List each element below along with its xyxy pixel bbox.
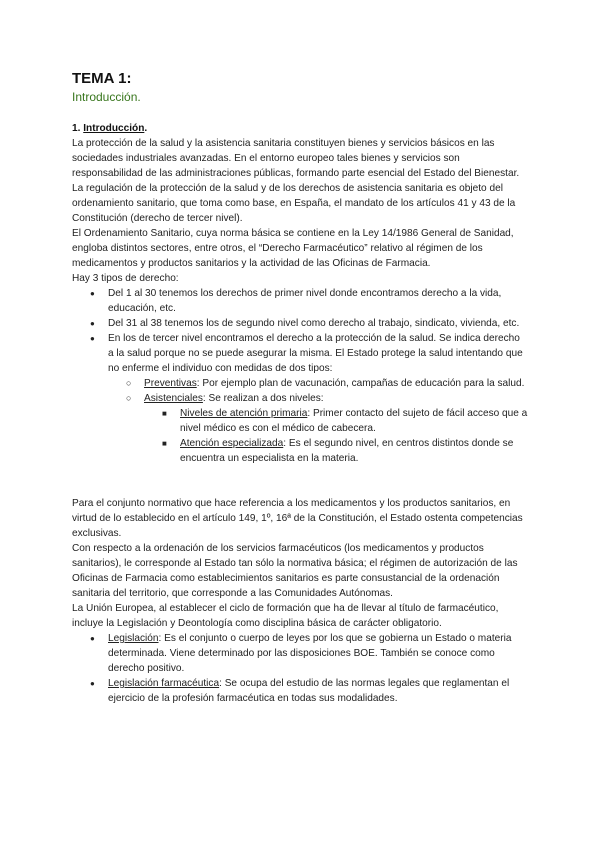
document-subtitle: Introducción. [72, 90, 141, 104]
paragraph: Para el conjunto normativo que hace referencia a los medicamentos y los productos sanitarios, en virtud de lo establecido en el artículo 149, 1º, 16ª de la Constitución, el Estado ostenta competencias exclusivas. [72, 498, 523, 539]
list-item [72, 631, 528, 676]
document-title: TEMA 1: [72, 70, 132, 87]
paragraph: La Unión Europea, al establecer el ciclo de formación que ha de llevar al título de farmacéutico, incluye la Legislación y Deontología como disciplina básica de carácter obligatorio. [72, 603, 499, 629]
list-item [108, 391, 528, 466]
term-legislacion-text: : Es el conjunto o cuerpo de leyes por los que se gobierna un Estado o materia determinada. Viene determinado por las disposiciones BOE. También se conoce como derecho positivo. [108, 633, 512, 674]
measures-list [108, 376, 528, 466]
term-atencion-especializada: Atención especializada [180, 438, 284, 449]
paragraph: El Ordenamiento Sanitario, cuya norma básica se contiene en la Ley 14/1986 General de Sanidad, engloba distintos sectores, entre otros, el “Derecho Farmacéutico” relativo al régimen de los medicamentos y productos sanitarios y la actividad de las Oficinas de Farmacia. [72, 228, 514, 269]
list-item-text: Del 31 al 38 tenemos los de segundo nivel como derecho al trabajo, sindicato, vivienda, etc. [108, 318, 520, 329]
list-item [72, 331, 528, 466]
term-preventivas-text: : Por ejemplo plan de vacunación, campañas de educación para la salud. [196, 378, 525, 389]
paragraph: La protección de la salud y la asistencia sanitaria constituyen bienes y servicios básicos en las sociedades industriales avanzadas. En el entorno europeo tales bienes y servicios son responsabilidad de las administraciones públicas, formando parte esencial del Estado del Bienestar. [72, 138, 520, 179]
term-legislacion: Legislación [108, 633, 159, 644]
list-item [72, 676, 528, 706]
list-item-text: Del 1 al 30 tenemos los derechos de primer nivel donde encontramos derecho a la vida, educación, etc. [108, 288, 502, 314]
section-title: Introducción [83, 123, 145, 134]
paragraph: La regulación de la protección de la salud y de los derechos de asistencia sanitaria es objeto del ordenamiento sanitario, que toma como base, en España, el mandato de los artículos 41 y 43 de la Constitución (derecho de tercer nivel). [72, 183, 516, 224]
section-heading [72, 121, 528, 136]
paragraph: Hay 3 tipos de derecho: [72, 273, 179, 284]
section-title-suffix: . [144, 123, 148, 134]
term-atencion-primaria-text: : Primer contacto del sujeto de fácil acceso que a nivel médico es con el médico de cabecera. [180, 408, 528, 434]
document-content [72, 70, 528, 706]
spacer [72, 466, 528, 481]
term-preventivas: Preventivas [144, 378, 197, 389]
list-item-text: En los de tercer nivel encontramos el derecho a la protección de la salud. Se indica derecho a la salud porque no se puede asegurar la misma. El Estado protege la salud intentando que no enferme el individuo con medidas de dos tipos: [108, 333, 523, 374]
term-legislacion-farmaceutica: Legislación farmacéutica [108, 678, 220, 689]
term-legislacion-farmaceutica-text: : Se ocupa del estudio de las normas legales que reglamentan el ejercicio de la profesión farmacéutica en todas sus modalidades. [108, 678, 510, 704]
definitions-list [72, 631, 528, 706]
care-levels-list [144, 406, 528, 466]
paragraph: Con respecto a la ordenación de los servicios farmacéuticos (los medicamentos y productos sanitarios), le corresponde al Estado tan sólo la normativa básica; el régimen de autorización de las Oficinas de Farmacia como establecimientos sanitarios es parte consustancial de la ordenación sanitaria del territorio, que corresponde a las Comunidades Autónomas. [72, 543, 518, 599]
term-atencion-especializada-text: : Es el segundo nivel, en centros distintos donde se encuentra un especialista en la materia. [180, 438, 514, 464]
rights-list [72, 286, 528, 466]
list-item [144, 436, 528, 466]
list-item [72, 316, 528, 331]
list-item [144, 406, 528, 436]
term-asistenciales-text: : Se realizan a dos niveles: [202, 393, 324, 404]
list-item [108, 376, 528, 391]
spacer [72, 481, 528, 496]
term-atencion-primaria: Niveles de atención primaria [180, 408, 308, 419]
term-asistenciales: Asistenciales [144, 393, 203, 404]
section-number: 1. [72, 123, 84, 134]
list-item [72, 286, 528, 316]
